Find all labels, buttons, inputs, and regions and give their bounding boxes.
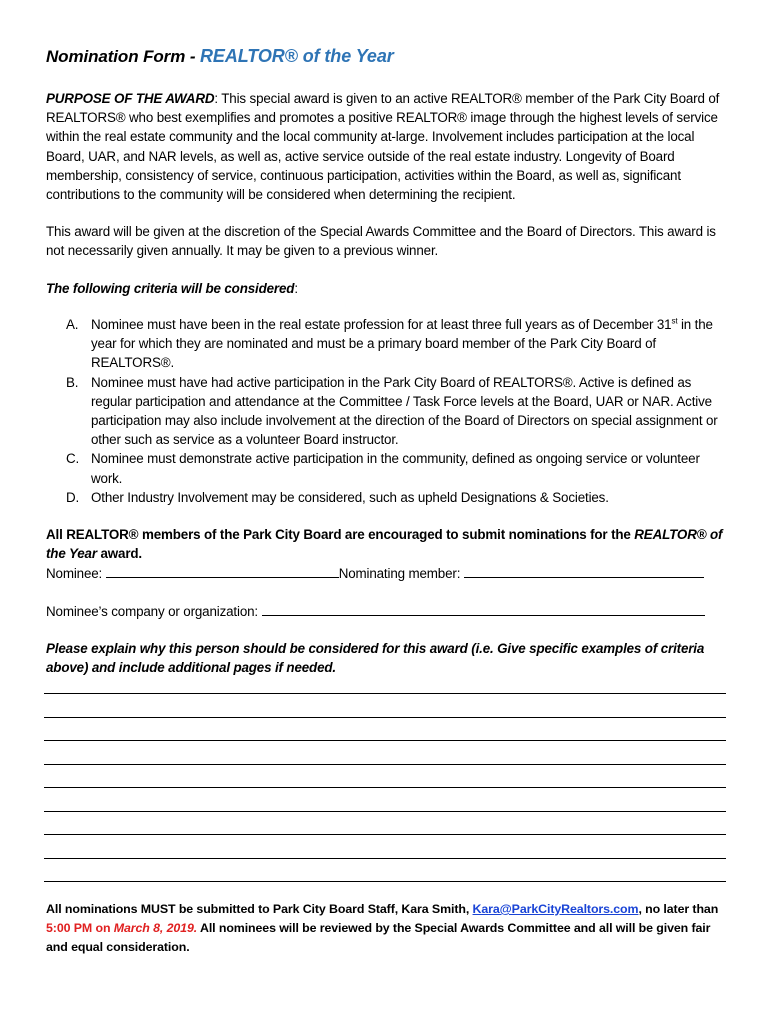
deadline-time: 5:00 PM on <box>46 921 114 935</box>
company-input-line[interactable] <box>262 601 705 616</box>
nominating-member-input-line[interactable] <box>464 563 704 578</box>
footer-part1: All nominations MUST be submitted to Park City Board Staff, Kara Smith, <box>46 902 473 916</box>
nominating-member-label: Nominating member: <box>338 566 461 581</box>
explain-instructions <box>46 639 726 677</box>
title-accent: REALTOR® of the Year <box>200 46 394 66</box>
title-prefix: Nomination Form - <box>46 47 201 66</box>
criteria-marker: A. <box>66 317 79 332</box>
submission-footer <box>46 900 726 957</box>
encourage-italic: REALTOR® of the Year <box>46 527 723 562</box>
answer-line[interactable] <box>44 881 726 882</box>
criteria-item <box>46 373 726 450</box>
criteria-marker: D. <box>66 489 80 505</box>
purpose-label: PURPOSE OF THE AWARD <box>46 91 215 106</box>
criteria-item <box>46 449 726 487</box>
encourage-before: All REALTOR® members of the Park City Board are encouraged to submit nominations for the <box>46 527 635 542</box>
footer-part2: , no later than <box>638 902 719 916</box>
criteria-heading <box>46 279 726 298</box>
criteria-text: Nominee must have had active participation in the Park City Board of REALTORS®. Active is defined as regular participation and attendance at the Committee / Task Force levels at the Board, UAR or NAR. Active participation may also include involvement at the direction of the Board of Directors on special assignment or other such as service as a volunteer Board instructor. <box>91 374 718 448</box>
email-link[interactable]: Kara@ParkCityRealtors.com <box>472 902 639 916</box>
answer-line[interactable] <box>44 858 726 859</box>
nominee-input-line[interactable] <box>106 563 339 578</box>
encourage-after: award. <box>96 546 142 562</box>
answer-line[interactable] <box>44 717 726 718</box>
criteria-heading-colon: : <box>294 281 298 296</box>
criteria-heading-label: The following criteria will be considered <box>46 281 295 296</box>
page-title <box>46 46 394 67</box>
encourage-paragraph <box>46 525 726 563</box>
criteria-list <box>46 315 726 507</box>
criteria-item <box>46 488 726 507</box>
company-label: Nominee’s company or organization: <box>46 604 258 619</box>
nominee-row <box>46 563 704 583</box>
criteria-item <box>46 315 726 373</box>
answer-line[interactable] <box>44 834 726 835</box>
company-row <box>46 601 705 621</box>
purpose-paragraph <box>46 89 726 204</box>
criteria-text: Nominee must demonstrate active participation in the community, defined as ongoing service or volunteer work. <box>91 451 700 486</box>
answer-line[interactable] <box>44 764 726 765</box>
criteria-marker: B. <box>66 374 79 390</box>
criteria-text: Nominee must have been in the real estate profession for at least three full years as of December 31 <box>91 317 672 332</box>
nominee-label: Nominee: <box>46 566 103 581</box>
purpose-text: : This special award is given to an active REALTOR® member of the Park City Board of REALTORS® who best exemplifies and promotes a positive REALTOR® image through the highest levels of service within the real estate community and the local community at-large. Involvement includes participation at the local Board, UAR, and NAR levels, as well as, active service outside of the real estate industry. Longevity of Board membership, consistency of service, continuous participation, activities within the Board, as well as, significant contributions to the community will be considered when determining the recipient. <box>46 91 720 203</box>
deadline-date: March 8, 2019. <box>113 921 198 935</box>
criteria-marker: C. <box>66 451 80 467</box>
criteria-text-after: in the year for which they are nominated and must be a primary board member of the Park City Board of REALTORS®. <box>91 317 713 371</box>
answer-line[interactable] <box>44 811 726 812</box>
footer-part3: All nominees will be reviewed by the Special Awards Committee and all will be given fair and equal consideration. <box>46 921 711 954</box>
criteria-sup: st <box>671 316 678 326</box>
criteria-text: Other Industry Involvement may be considered, such as upheld Designations & Societies. <box>91 489 609 505</box>
answer-line[interactable] <box>44 740 726 741</box>
explain-text: Please explain why this person should be considered for this award (i.e. Give specific examples of criteria above) and include additional pages if needed. <box>46 641 705 676</box>
answer-line[interactable] <box>44 693 726 694</box>
discretion-paragraph: This award will be given at the discretion of the Special Awards Committee and the Board of Directors. This award is not necessarily given annually. It may be given to a previous winner. <box>46 224 716 259</box>
answer-line[interactable] <box>44 787 726 788</box>
